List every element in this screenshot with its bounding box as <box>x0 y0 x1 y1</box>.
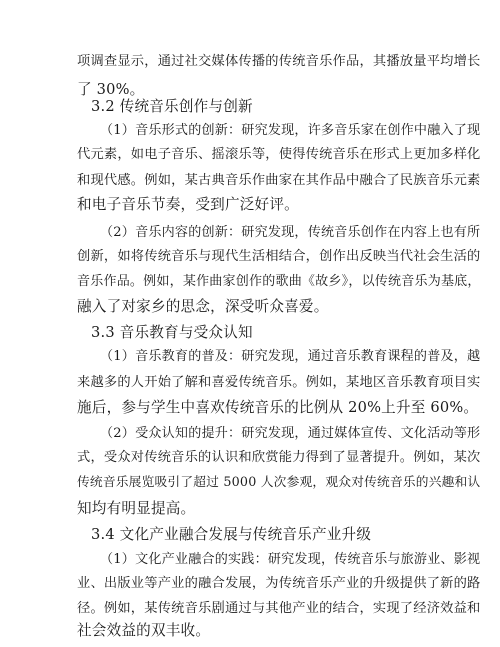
text-line: 代元素，如电子音乐、摇滚乐等，使得传统音乐在形式上更加多样化 <box>77 147 481 163</box>
text-line: 和现代感。例如，某古典音乐作曲家在其作品中融合了民族音乐元素 <box>77 173 481 189</box>
text-line: 传统音乐展览吸引了超过 5000 人次参观，观众对传统音乐的兴趣和认 <box>77 475 481 491</box>
text-line: （1）文化产业融合的实践：研究发现，传统音乐与旅游业、影视 <box>100 551 481 567</box>
text-line: 创新，如将传统音乐与现代生活相结合，创作出反映当代社会生活的 <box>77 249 481 265</box>
section-heading: 3.4 文化产业融合发展与传统音乐产业升级 <box>91 525 372 543</box>
text-line: 来越多的人开始了解和喜爱传统音乐。例如，某地区音乐教育项目实 <box>77 375 481 391</box>
section-heading: 3.3 音乐教育与受众认知 <box>91 323 253 341</box>
text-line: 社会效益的双丰收。 <box>77 622 211 639</box>
text-line: 施后，参与学生中喜欢传统音乐的比例从 20%上升至 60%。 <box>77 398 479 416</box>
text-line: 和电子音乐节奏，受到广泛好评。 <box>77 195 299 213</box>
text-line: （1）音乐教育的普及：研究发现，通过音乐教育课程的普及，越 <box>100 349 481 365</box>
text-line: 音乐作品。例如，某作曲家创作的歌曲《故乡》，以传统音乐为基底， <box>77 274 481 290</box>
text-line: 知均有明显提高。 <box>77 500 196 517</box>
text-line: （2）音乐内容的创新：研究发现，传统音乐创作在内容上也有所 <box>100 224 481 240</box>
text-line: 径。例如，某传统音乐剧通过与其他产业的结合，实现了经济效益和 <box>77 601 481 617</box>
text-line: 式，受众对传统音乐的认识和欣赏能力得到了显著提升。例如，某次 <box>77 450 481 466</box>
text-line: （1）音乐形式的创新：研究发现，许多音乐家在创作中融入了现 <box>100 122 481 138</box>
text-line: 了 30%。 <box>77 80 145 98</box>
text-line: （2）受众认知的提升：研究发现，通过媒体宣传、文化活动等形 <box>100 425 481 441</box>
text-line: 融入了对家乡的思念，深受听众喜爱。 <box>77 297 329 315</box>
text-line: 项调查显示，通过社交媒体传播的传统音乐作品，其播放量平均增长 <box>77 54 481 69</box>
text-line: 业、出版业等产业的融合发展，为传统音乐产业的升级提供了新的路 <box>77 576 481 592</box>
section-heading: 3.2 传统音乐创作与创新 <box>91 97 253 115</box>
